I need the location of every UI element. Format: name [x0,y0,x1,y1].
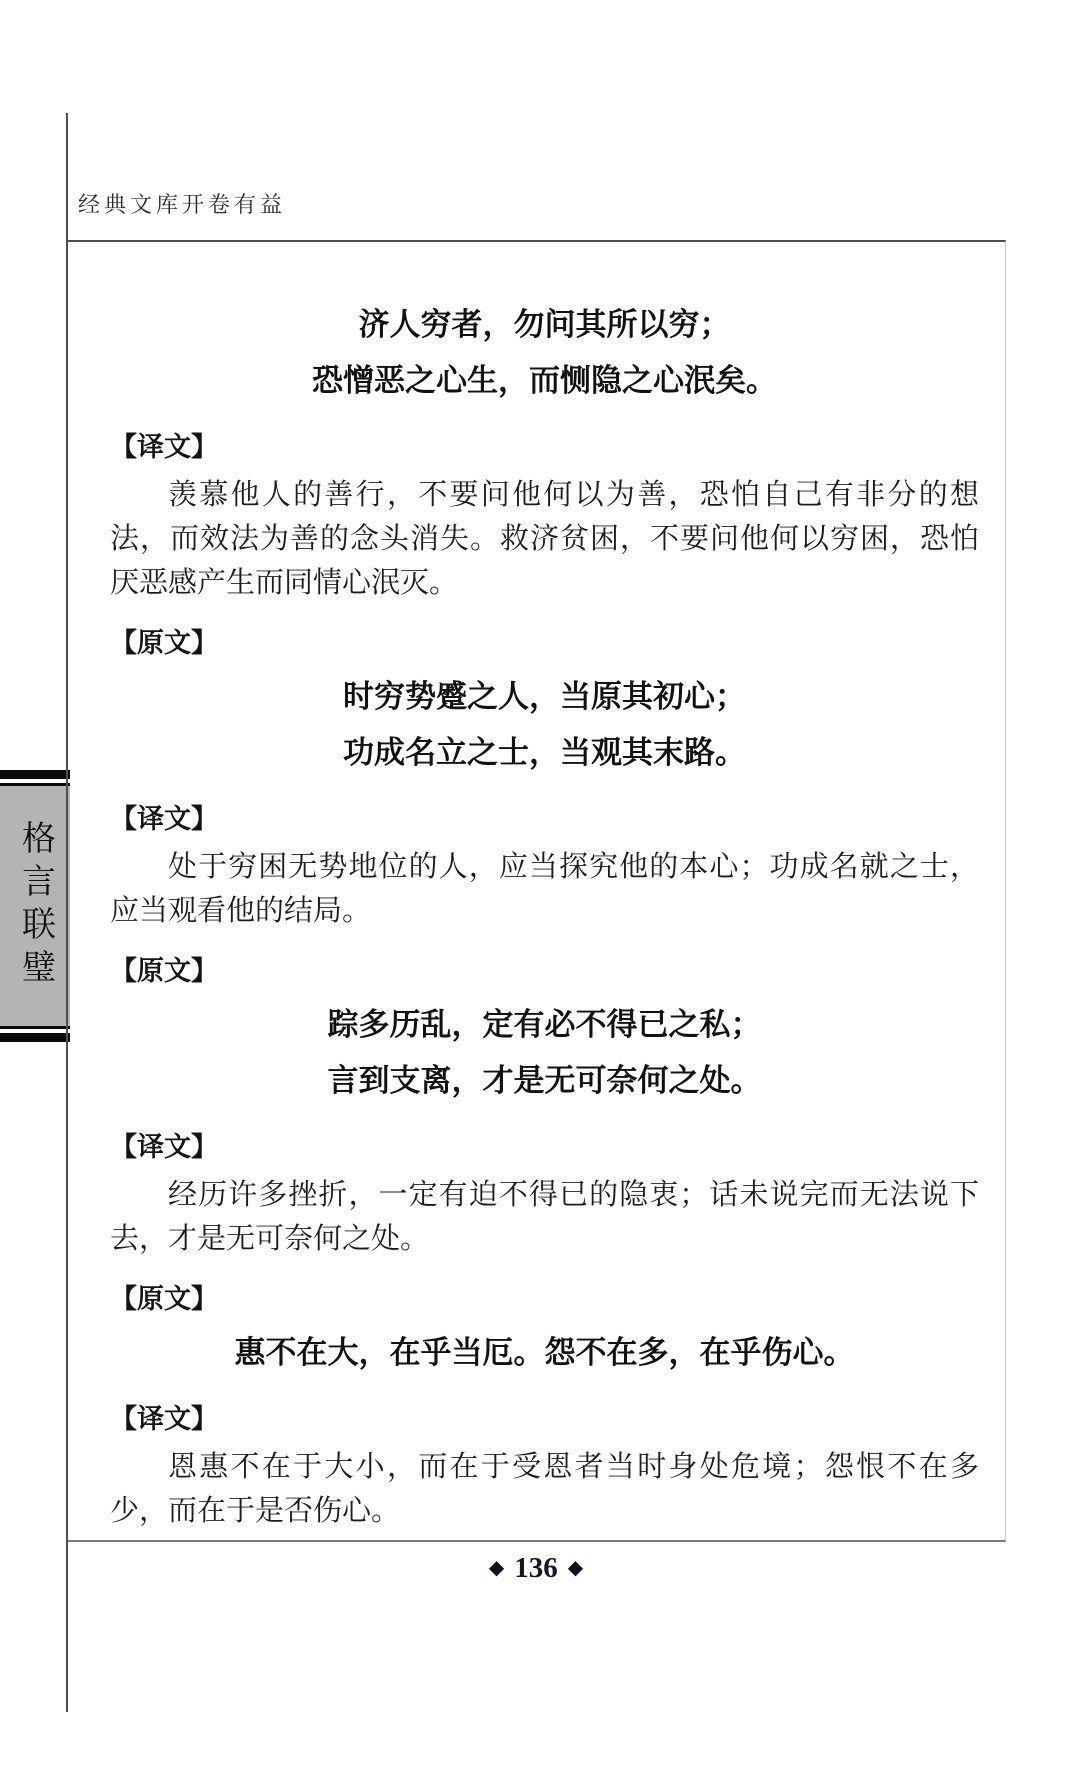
page-number: 136 [514,1552,558,1584]
translation-text-4: 恩惠不在于大小，而在于受恩者当时身处危境；怨恨不在多少，而在于是否伤心。 [110,1451,979,1527]
sidebar-tab [0,770,70,1042]
original-label-3: 【原文】 [110,956,218,986]
diamond-icon: ◆ [488,1557,505,1579]
maxim-line: 言到支离，才是无可奈何之处。 [327,1063,762,1098]
maxim-couplet-2 [110,669,979,781]
sidebar-bottom-thick-rule [0,1033,70,1042]
maxim-couplet-3 [110,997,979,1109]
maxim-line: 济人穷者，勿问其所以穷； [358,307,731,342]
translation-label-2: 【译文】 [110,804,218,834]
diamond-icon: ◆ [567,1557,584,1579]
original-label-4: 【原文】 [110,1284,218,1314]
translation-label-3: 【译文】 [110,1132,218,1162]
sidebar-tab-body [0,786,70,1026]
translation-text-2: 处于穷困无势地位的人，应当探究他的本心；功成名就之士，应当观看他的结局。 [110,851,979,927]
sidebar-book-title: 格言联璧 [16,820,54,992]
content-frame [66,240,1006,1542]
translation-label-4: 【译文】 [110,1404,218,1434]
maxim-line: 踪多历乱，定有必不得已之私； [327,1007,762,1042]
maxim-line: 恐憎恶之心生，而恻隐之心泯矣。 [312,363,777,398]
maxim-line: 功成名立之士，当观其末路。 [343,735,746,770]
sidebar-top-thick-rule [0,770,70,779]
translation-text-3: 经历许多挫折，一定有迫不得已的隐衷；话未说完而无法说下去，才是无可奈何之处。 [110,1179,979,1255]
translation-text-1: 羡慕他人的善行，不要问他何以为善，恐怕自己有非分的想法，而效法为善的念头消失。救济贫困，不要问他何以穷困，恐怕厌恶感产生而同情心泯灭。 [110,479,979,599]
running-header: 经典文库开卷有益 [78,192,287,217]
maxim-couplet-1 [110,297,979,409]
maxim-line-4: 惠不在大，在乎当厄。怨不在多，在乎伤心。 [234,1335,855,1370]
page-left-rule [66,113,68,1712]
maxim-line: 时穷势蹙之人，当原其初心； [343,679,746,714]
page-footer [66,1552,1006,1585]
original-label-2: 【原文】 [110,628,218,658]
translation-label-1: 【译文】 [110,432,218,462]
